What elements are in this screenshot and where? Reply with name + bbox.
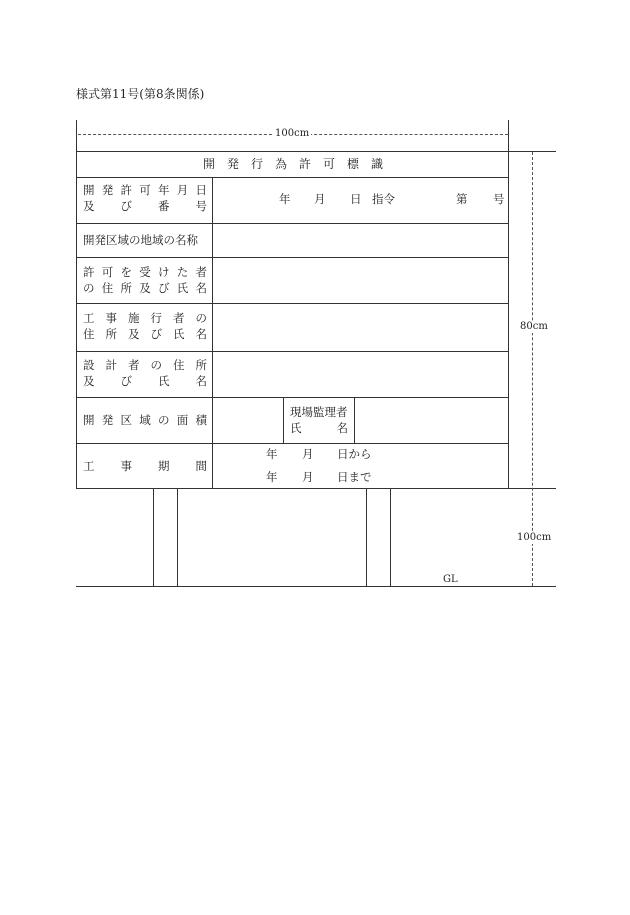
permit-gou: 号: [493, 192, 505, 206]
period-to-month-unit: 月: [302, 470, 314, 484]
permit-day-unit: 日: [350, 192, 362, 206]
label-column-divider: [212, 177, 213, 488]
area-size-label: 開 発 区 域 の 面 積: [83, 413, 207, 427]
height-dimension-line: [532, 152, 533, 586]
period-from-month-unit: 月: [302, 447, 314, 461]
period-from-suffix: 日から: [337, 447, 372, 461]
row-divider-6: [76, 443, 508, 444]
title-divider: [76, 177, 508, 178]
period-to-suffix: 日まで: [337, 470, 372, 484]
designer-label-line2: 及 び 氏 名: [83, 374, 207, 388]
board-left-edge: [76, 120, 77, 489]
row-divider-2: [76, 257, 508, 258]
right-post-outer: [390, 488, 391, 586]
board-height-label: 80cm: [520, 321, 548, 332]
leg-height-label: 100cm: [517, 532, 552, 543]
supervisor-cell-right: [354, 397, 355, 443]
row-divider-4: [76, 351, 508, 352]
permit-holder-label-line2: の 住 所 及 び 氏 名: [83, 281, 207, 295]
period-label: 工 事 期 間: [83, 459, 207, 473]
row-divider-5: [76, 397, 508, 398]
permit-number-label-line1: 開 発 許 可 年 月 日: [83, 183, 207, 197]
left-post-inner: [177, 488, 178, 586]
permit-dai: 第: [456, 192, 468, 206]
sign-title: 開 発 行 為 許 可 標 識: [203, 157, 384, 171]
supervisor-label-line1: 現場監理者: [290, 405, 348, 419]
permit-number-label-line2: 及 び 番 号: [83, 199, 207, 213]
supervisor-label-line2: 氏 名: [290, 421, 348, 435]
period-to-year-unit: 年: [266, 470, 278, 484]
board-top-line: [76, 151, 556, 152]
contractor-label-line1: 工 事 施 行 者 の: [83, 311, 207, 325]
row-divider-1: [76, 223, 508, 224]
permit-month-unit: 月: [314, 192, 326, 206]
permit-holder-label-line1: 許 可 を 受 け た 者: [83, 265, 207, 279]
right-post-inner: [366, 488, 367, 586]
form-number-header: 様式第11号(第8条関係): [76, 87, 205, 101]
board-bottom-line: [76, 488, 556, 489]
board-right-edge: [508, 120, 509, 489]
ground-level-label: GL: [443, 574, 458, 585]
area-name-label: 開発区域の地域の名称: [83, 233, 198, 247]
row-divider-3: [76, 303, 508, 304]
contractor-label-line2: 住 所 及 び 氏 名: [83, 327, 207, 341]
permit-year-unit: 年: [279, 192, 291, 206]
period-from-year-unit: 年: [266, 447, 278, 461]
width-dimension-label: 100cm: [275, 128, 310, 139]
supervisor-cell-left: [283, 397, 284, 443]
designer-label-line1: 設 計 者 の 住 所: [83, 358, 207, 372]
ground-line: [76, 586, 556, 587]
permit-directive: 指令: [372, 192, 395, 206]
left-post-outer: [153, 488, 154, 586]
